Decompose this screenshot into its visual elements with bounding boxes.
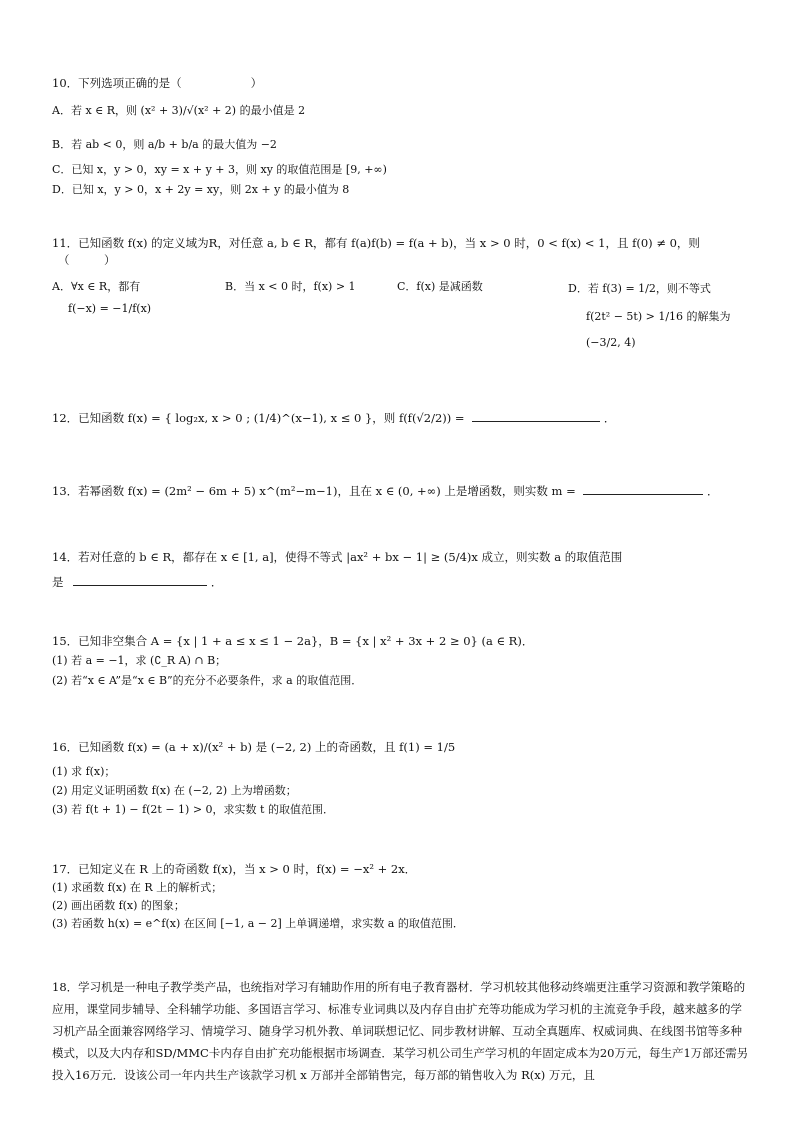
q13-end: ． [707,484,719,498]
q11-stem: 11．已知函数 f(x) 的定义域为R，对任意 a, b ∈ R，都有 f(a)f(b) = f(a + b)，当 x > 0 时，0 < f(x) < 1，且 f(0) ≠ 0，则 [52,236,700,250]
q11-option-a-line1: A．∀x ∈ R，都有 [52,280,141,293]
q12-stem [52,410,615,425]
q17-stem: 17．已知定义在 R 上的奇函数 f(x)，当 x > 0 时，f(x) = −x² + 2x． [52,862,417,876]
q10-option-a: A．若 x ∈ R，则 (x² + 3)/√(x² + 2) 的最小值是 2 [52,104,306,117]
q16-part-1: (1) 求 f(x)； [52,765,116,778]
q16-part-2: (2) 用定义证明函数 f(x) 在 (−2, 2) 上为增函数； [52,784,297,797]
q17-part-3: (3) 若函数 h(x) = e^f(x) 在区间 [−1, a − 2] 上单调递增，求实数 a 的取值范围． [52,917,464,930]
q11-option-d-line2: f(2t² − 5t) > 1/16 的解集为 [586,310,731,323]
q11-option-a-line2: f(−x) = −1/f(x) [68,302,152,315]
q16-stem: 16．已知函数 f(x) = (a + x)/(x² + b) 是 (−2, 2) 上的奇函数，且 f(1) = 1/5 [52,740,456,754]
q13-answer-blank [583,483,703,495]
q17-part-2: (2) 画出函数 f(x) 的图象； [52,899,185,912]
q11-stem-paren: （ ） [58,253,116,267]
q13-stem-text: 13．若幂函数 f(x) = (2m² − 6m + 5) x^(m²−m−1)，且在 x ∈ (0, +∞) 上是增函数，则实数 m = [52,484,576,498]
q11-option-d-line3: (−3/2, 4) [586,336,636,349]
q15-stem: 15．已知非空集合 A = {x | 1 + a ≤ x ≤ 1 − 2a}，B = {x | x² + 3x + 2 ≥ 0} (a ∈ R)． [52,634,534,648]
q14-answer-blank [73,574,207,586]
q10-option-d: D．已知 x，y > 0，x + 2y = xy，则 2x + y 的最小值为 8 [52,183,350,196]
q12-answer-blank [472,410,600,422]
q17-part-1: (1) 求函数 f(x) 在 R 上的解析式； [52,881,223,894]
q16-part-3: (3) 若 f(t + 1) − f(2t − 1) > 0，求实数 t 的取值范围． [52,803,334,816]
q15-part-1: (1) 若 a = −1，求 (∁_R A) ∩ B； [52,654,227,667]
q13-stem [52,483,719,498]
q14-end: ． [210,575,223,589]
q14-stem: 14．若对任意的 b ∈ R，都存在 x ∈ [1, a]，使得不等式 |ax² + bx − 1| ≥ (5/4)x 成立，则实数 a 的取值范围 [52,550,623,564]
q14-line2 [52,574,222,589]
q11-option-b: B．当 x < 0 时，f(x) > 1 [225,280,356,293]
q10-option-c: C．已知 x，y > 0，xy = x + y + 3，则 xy 的取值范围是 [9, +∞) [52,163,387,176]
q18-paragraph: 18．学习机是一种电子教学类产品，也统指对学习有辅助作用的所有电子教育器材．学习机较其他移动终端更注重学习资源和教学策略的应用，课堂同步辅导、全科辅学功能、多国语言学习、标准专业词典以及内存自由扩充等功能成为学习机的主流竞争手段，越来越多的学习机产品全面兼容网络学习、情境学习、随身学习机外教、单词联想记忆、同步教材讲解、互动全真题库、权威词典、在线图书馆等多种模式，以及大内存和SD/MMC卡内存自由扩充功能根据市场调查．某学习机公司生产学习机的年固定成本为20万元，每生产1万部还需另投入16万元．设该公司一年内共生产该款学习机 x 万部并全部销售完，每万部的销售收入为 R(x) 万元，且 [52,980,749,1082]
q12-stem-text: 12．已知函数 f(x) = { log₂x, x > 0 ; (1/4)^(x−1), x ≤ 0 }，则 f(f(√2/2)) = [52,411,465,425]
q10-stem: 10．下列选项正确的是（ ） [52,76,263,90]
q10-option-b: B．若 ab < 0，则 a/b + b/a 的最大值为 −2 [52,138,277,151]
q15-part-2: (2) 若“x ∈ A”是“x ∈ B”的充分不必要条件，求 a 的取值范围． [52,674,363,687]
q12-end: ． [603,411,616,425]
q14-line2-text: 是 [52,575,64,589]
q11-option-d-line1: D．若 f(3) = 1/2，则不等式 [568,282,711,295]
q11-option-c: C．f(x) 是减函数 [397,280,483,293]
